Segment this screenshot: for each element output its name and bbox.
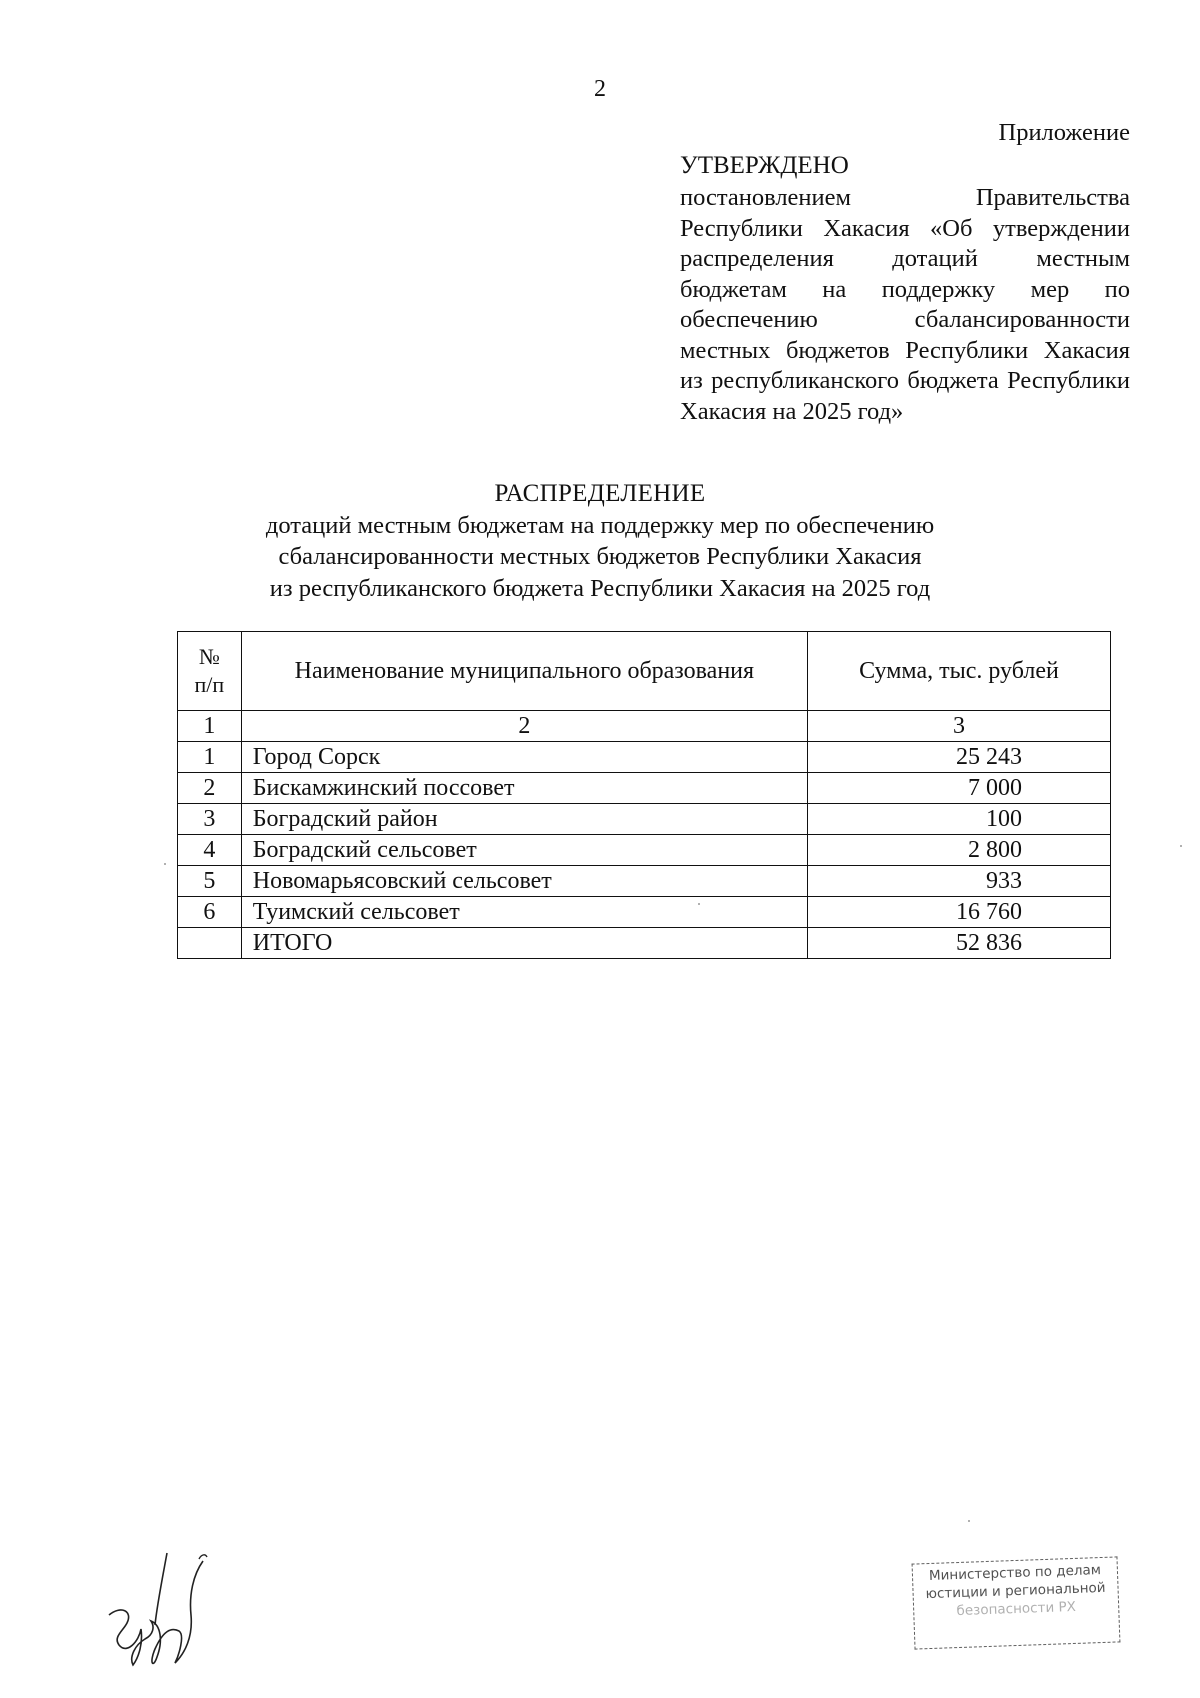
appendix-label: Приложение xyxy=(998,119,1130,146)
total-sum: 52 836 xyxy=(807,928,1110,959)
row-name: Город Сорск xyxy=(241,742,807,773)
stamp-line-3: безопасности РХ xyxy=(956,1598,1077,1620)
total-row xyxy=(178,928,1111,959)
column-number-2: 2 xyxy=(241,711,807,742)
scan-speck xyxy=(1180,845,1182,847)
header-name: Наименование муниципального образования xyxy=(241,632,807,711)
table-row xyxy=(178,866,1111,897)
title-line-3: из республиканского бюджета Республики Хакасия на 2025 год xyxy=(269,574,931,602)
scan-speck xyxy=(968,1520,970,1522)
table-row xyxy=(178,804,1111,835)
signature-icon xyxy=(105,1545,235,1675)
row-name: Туимский сельсовет xyxy=(241,897,807,928)
row-name: Боградский район xyxy=(241,804,807,835)
approval-text: постановлением Правительства Республики Хакасия «Об утверждении распределения дотаций местным бюджетам на поддержку мер по обеспечению сбалансированности местных бюджетов Республики Хакасия из республиканского бюджета Республики Хакасия на 2025 год» xyxy=(680,184,1130,425)
header-number-sign: № xyxy=(198,644,220,669)
row-name: Бискамжинский поссовет xyxy=(241,773,807,804)
table-row xyxy=(178,835,1111,866)
row-sum: 16 760 xyxy=(807,897,1110,928)
title-heading: РАСПРЕДЕЛЕНИЕ xyxy=(494,480,706,507)
header-number xyxy=(178,632,242,711)
table-row xyxy=(178,897,1111,928)
approval-block xyxy=(680,118,1130,427)
document-title xyxy=(0,478,1200,604)
row-name: Боградский сельсовет xyxy=(241,835,807,866)
column-number-3: 3 xyxy=(807,711,1110,742)
header-sum: Сумма, тыс. рублей xyxy=(807,632,1110,711)
table-row xyxy=(178,742,1111,773)
scan-speck xyxy=(698,903,700,905)
registration-stamp xyxy=(912,1556,1121,1649)
row-name: Новомарьясовский сельсовет xyxy=(241,866,807,897)
total-label: ИТОГО xyxy=(241,928,807,959)
column-number-1: 1 xyxy=(178,711,242,742)
stamp-line-1: Министерство по делам xyxy=(928,1562,1102,1585)
row-sum: 933 xyxy=(807,866,1110,897)
table-header-row xyxy=(178,632,1111,711)
stamp-line-2: юстиции и региональной xyxy=(925,1579,1106,1603)
row-number: 3 xyxy=(178,804,242,835)
column-number-row xyxy=(178,711,1111,742)
title-line-2: сбалансированности местных бюджетов Республики Хакасия xyxy=(278,543,922,570)
table-row xyxy=(178,773,1111,804)
row-number: 4 xyxy=(178,835,242,866)
row-sum: 25 243 xyxy=(807,742,1110,773)
row-number: 6 xyxy=(178,897,242,928)
scan-speck xyxy=(164,863,166,865)
header-number-pp: п/п xyxy=(194,672,225,697)
title-line-1: дотаций местным бюджетам на поддержку мер по обеспечению xyxy=(265,511,935,539)
distribution-table xyxy=(177,631,1111,959)
row-sum: 7 000 xyxy=(807,773,1110,804)
row-number: 5 xyxy=(178,866,242,897)
approved-label: УТВЕРЖДЕНО xyxy=(680,151,849,179)
row-sum: 100 xyxy=(807,804,1110,835)
total-number xyxy=(178,928,242,959)
page-number: 2 xyxy=(594,76,606,102)
row-number: 2 xyxy=(178,773,242,804)
row-number: 1 xyxy=(178,742,242,773)
row-sum: 2 800 xyxy=(807,835,1110,866)
